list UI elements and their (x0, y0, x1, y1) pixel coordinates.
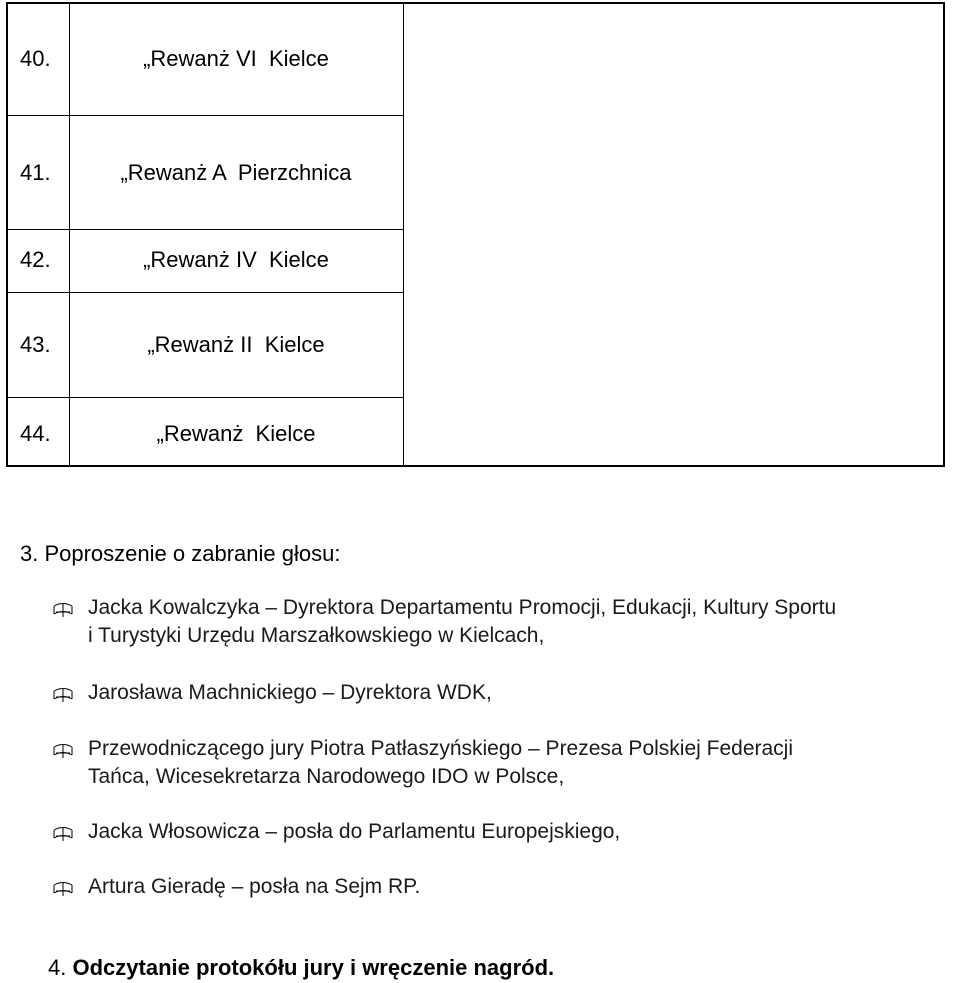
book-icon (52, 683, 74, 701)
team-name: „Rewanż II Kielce (147, 332, 325, 357)
column-divider (403, 4, 404, 465)
team-name: „Rewanż VI Kielce (143, 46, 329, 71)
row-number: 43. (20, 332, 51, 357)
results-table (6, 2, 945, 467)
row-number: 44. (20, 421, 51, 446)
book-icon (52, 598, 74, 616)
book-icon (52, 877, 74, 895)
row-number: 41. (20, 160, 51, 185)
row-number: 42. (20, 247, 51, 272)
list-item-line: Jacka Włosowicza – posła do Parlamentu Europejskiego, (88, 820, 621, 843)
book-icon (52, 822, 74, 840)
team-name: „Rewanż A Pierzchnica (120, 160, 352, 185)
list-item-line: Artura Gieradę – posła na Sejm RP. (88, 875, 421, 898)
list-item-line: Jacka Kowalczyka – Dyrektora Departamentu Promocji, Edukacji, Kultury Sportu (88, 596, 837, 619)
list-item-line: Przewodniczącego jury Piotra Patłaszyńskiego – Prezesa Polskiej Federacji (88, 737, 793, 760)
list-item-line: Tańca, Wicesekretarza Narodowego IDO w Polsce, (88, 765, 565, 788)
list-item-line: i Turystyki Urzędu Marszałkowskiego w Kielcach, (88, 624, 545, 647)
row-divider (8, 292, 403, 293)
row-divider (8, 229, 403, 230)
column-divider (69, 4, 70, 465)
row-divider (8, 397, 403, 398)
section-title: Odczytanie protokółu jury i wręczenie nagród. (72, 955, 555, 980)
section-number: 4. (48, 955, 67, 980)
team-name: „Rewanż IV Kielce (143, 247, 329, 272)
row-divider (8, 115, 403, 116)
section-heading: 3. Poproszenie o zabranie głosu: (20, 541, 341, 566)
list-item-line: Jarosława Machnickiego – Dyrektora WDK, (88, 681, 492, 704)
section-heading-final (48, 954, 554, 982)
book-icon (52, 739, 74, 757)
team-name: „Rewanż Kielce (156, 421, 316, 446)
row-number: 40. (20, 46, 51, 71)
